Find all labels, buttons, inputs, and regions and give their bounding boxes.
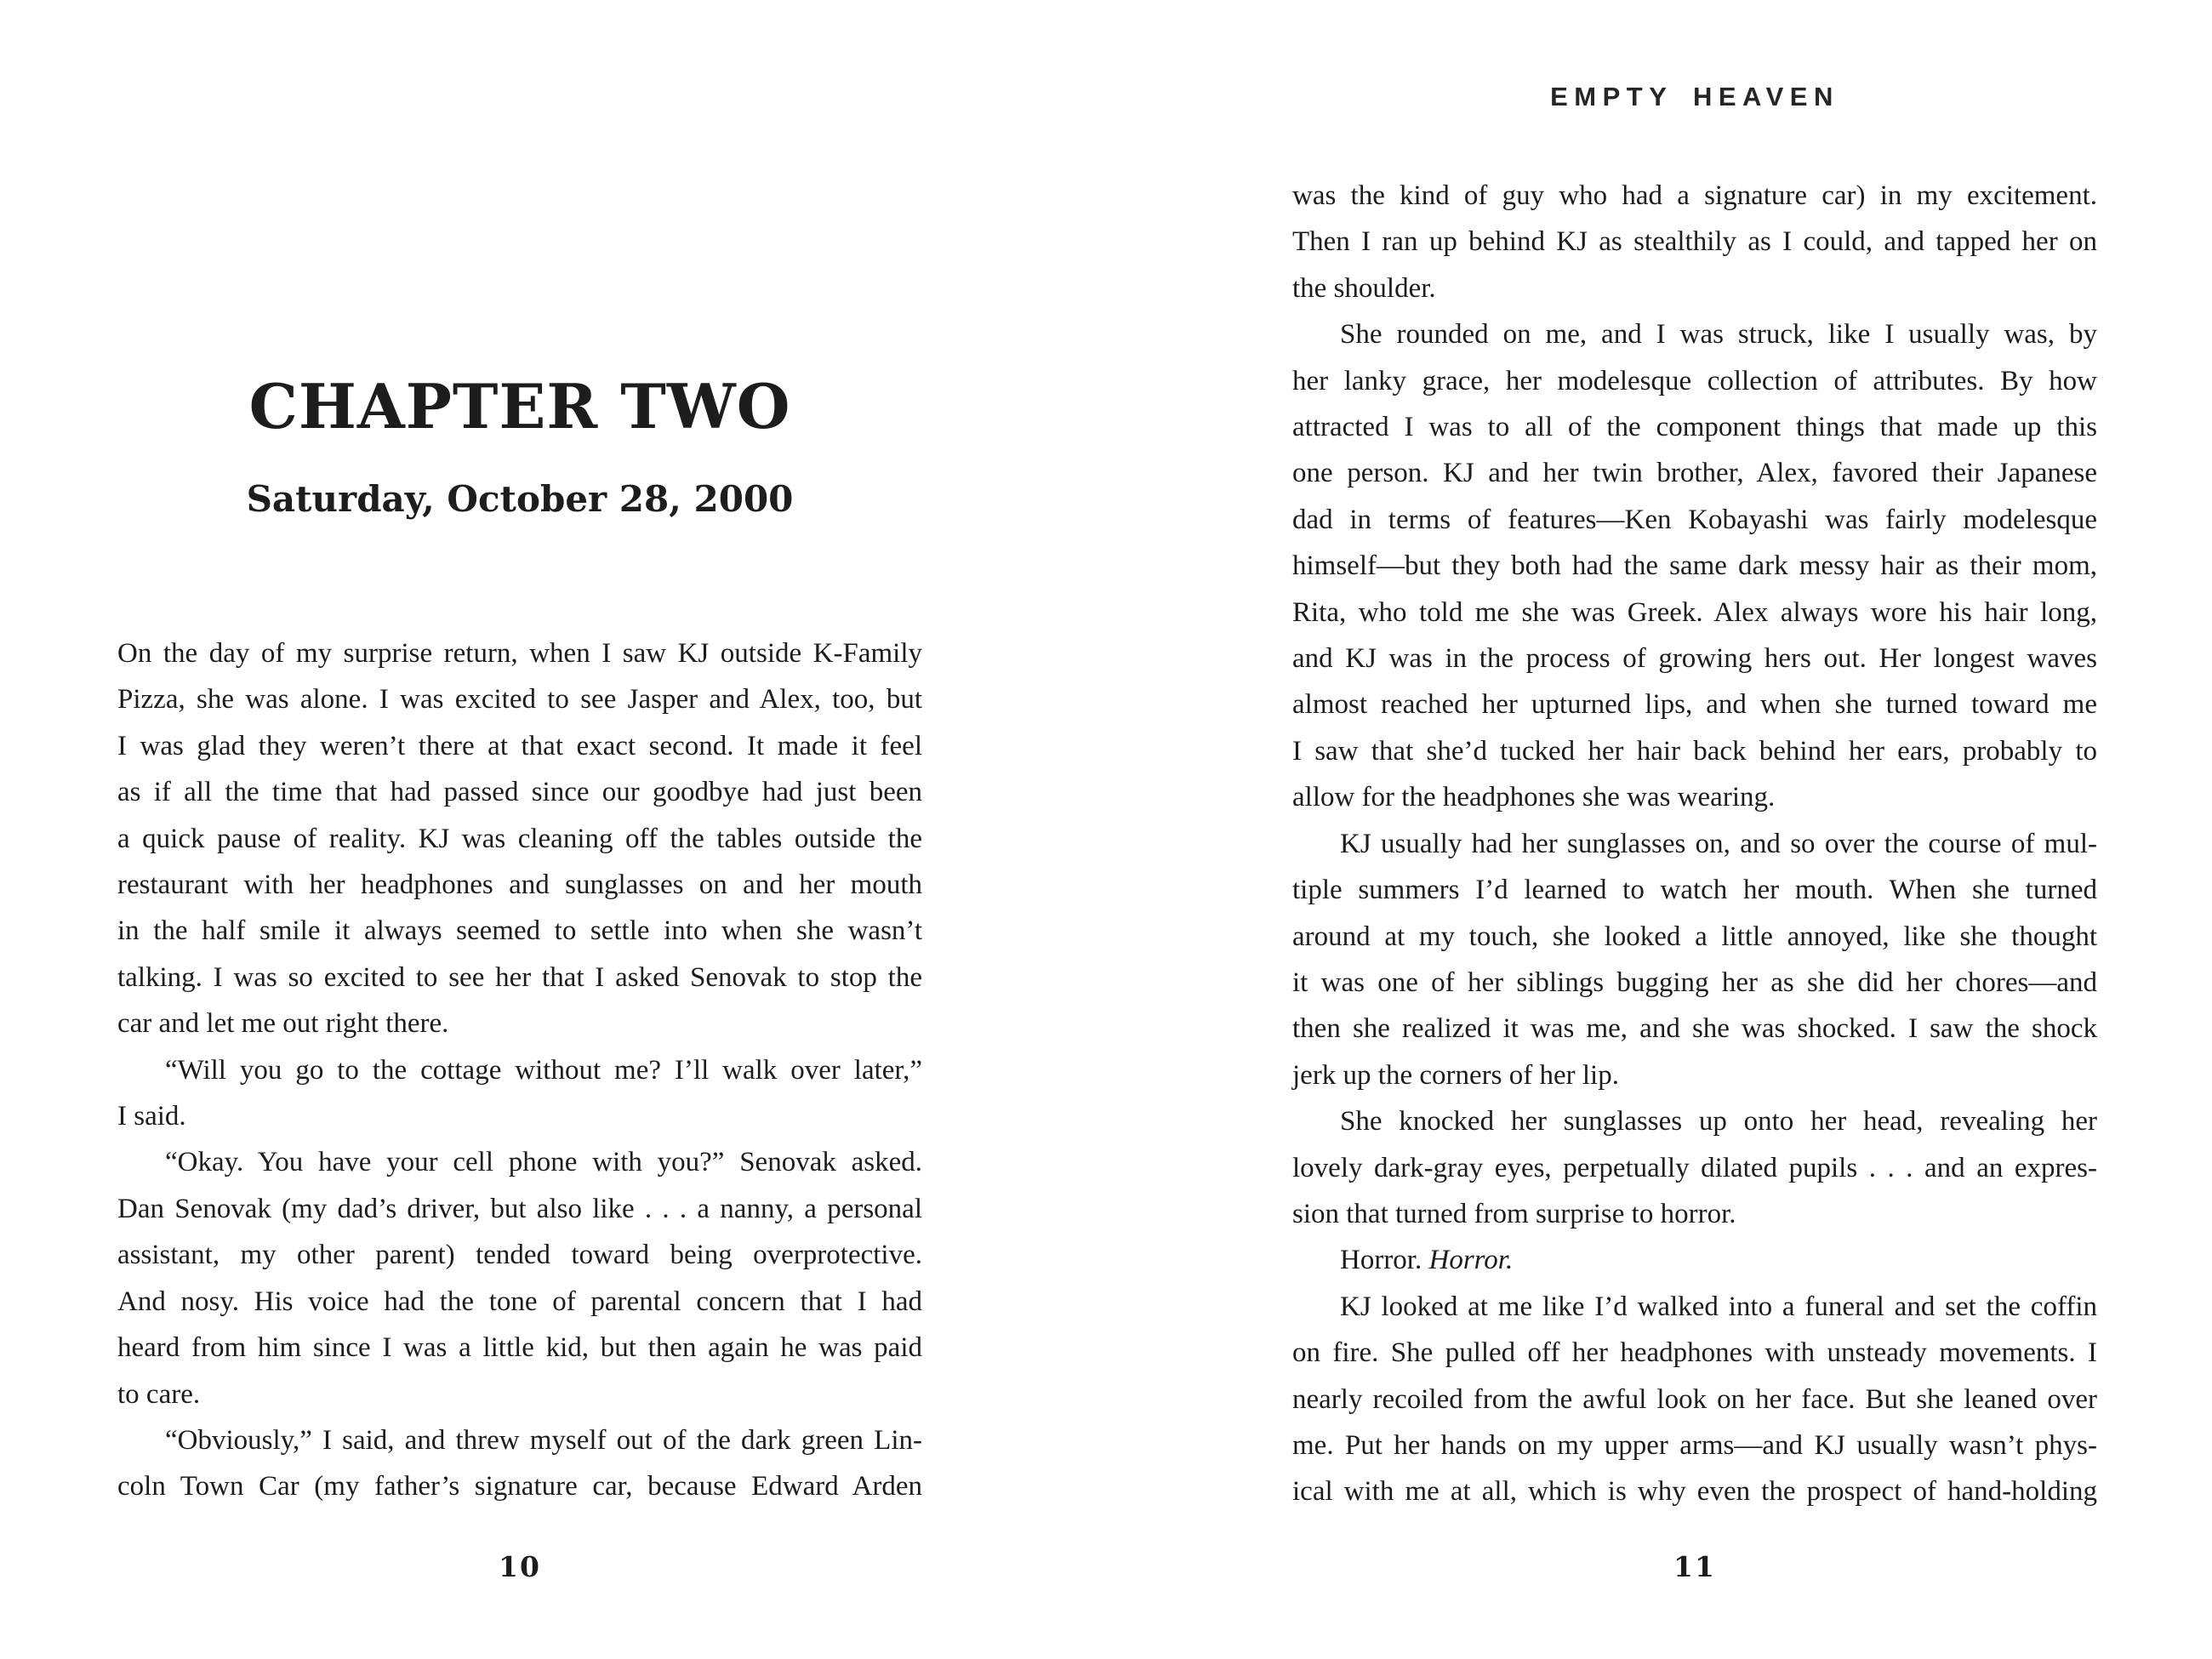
text-line	[1292, 1237, 2097, 1283]
text-line: around at my touch, she looked a little annoyed, like she thought	[1292, 921, 2097, 952]
text-line: allow for the headphones she was wearing.	[1292, 782, 1776, 813]
paragraph	[117, 1139, 922, 1417]
text-line: KJ usually had her sunglasses on, and so over the course of mul-	[1340, 828, 2097, 859]
text-line: in the half smile it always seemed to settle into when she wasn’t	[117, 915, 922, 947]
text-line: it was one of her siblings bugging her as she did her chores—and	[1292, 966, 2097, 998]
paragraph	[117, 1417, 922, 1510]
text-line: a quick pause of reality. KJ was cleaning off the tables outside the	[117, 823, 922, 854]
text-line: me. Put her hands on my upper arms—and KJ usually wasn’t phys-	[1292, 1429, 2097, 1461]
paragraph	[117, 630, 922, 1047]
text-line: tiple summers I’d learned to watch her mouth. When she turned	[1292, 875, 2097, 906]
text-line: On the day of my surprise return, when I saw KJ outside K-Family	[117, 638, 922, 669]
text-line: Rita, who told me she was Greek. Alex always wore his hair long,	[1292, 596, 2097, 628]
page-right	[1106, 0, 2212, 1659]
text-segment: Horror.	[1340, 1245, 1429, 1276]
text-line: heard from him since I was a little kid, but then again he was paid	[117, 1332, 922, 1364]
text-line: restaurant with her headphones and sunglasses on and her mouth	[117, 869, 922, 901]
chapter-title: CHAPTER TWO	[248, 370, 791, 442]
text-line: as if all the time that had passed since our goodbye had just been	[117, 777, 922, 808]
text-line: himself—but they both had the same dark messy hair as their mom,	[1292, 550, 2097, 582]
paragraph	[1292, 1098, 2097, 1237]
text-line: car and let me out right there.	[117, 1008, 449, 1040]
page-left-body-text	[117, 630, 922, 1510]
text-line: Pizza, she was alone. I was excited to see Jasper and Alex, too, but	[117, 684, 922, 715]
text-line: She knocked her sunglasses up onto her head, revealing her	[1340, 1106, 2097, 1137]
paragraph	[1292, 821, 2097, 1098]
text-line: lovely dark-gray eyes, perpetually dilated pupils . . . and an expres-	[1292, 1152, 2097, 1183]
text-line: talking. I was so excited to see her that I asked Senovak to stop the	[117, 961, 922, 993]
text-line: I was glad they weren’t there at that exact second. It made it feel	[117, 730, 922, 761]
paragraph	[1292, 1237, 2097, 1283]
text-line: to care.	[117, 1378, 201, 1410]
text-line: and KJ was in the process of growing hers out. Her longest waves	[1292, 643, 2097, 675]
text-line: attracted I was to all of the component things that made up this	[1292, 412, 2097, 443]
text-line: Then I ran up behind KJ as stealthily as I could, and tapped her on	[1292, 226, 2097, 258]
text-line: She rounded on me, and I was struck, like I usually was, by	[1340, 319, 2097, 351]
text-line: I saw that she’d tucked her hair back behind her ears, probably to	[1292, 735, 2097, 767]
text-line: nearly recoiled from the awful look on her face. But she leaned over	[1292, 1383, 2097, 1415]
page-right-body-text	[1292, 173, 2097, 1515]
text-line: coln Town Car (my father’s signature car, because Edward Arden	[117, 1471, 922, 1502]
text-line: her lanky grace, her modelesque collection of attributes. By how	[1292, 365, 2097, 396]
text-line: jerk up the corners of her lip.	[1292, 1059, 1619, 1091]
text-line: And nosy. His voice had the tone of parental concern that I had	[117, 1286, 922, 1317]
text-line: “Obviously,” I said, and threw myself out of the dark green Lin-	[165, 1424, 922, 1456]
text-line: “Will you go to the cottage without me? I’ll walk over later,”	[165, 1054, 922, 1086]
text-line: the shoulder.	[1292, 272, 1436, 304]
text-line: on fire. She pulled off her headphones with unsteady movements. I	[1292, 1337, 2097, 1369]
text-line: assistant, my other parent) tended toward being overprotective.	[117, 1240, 922, 1271]
text-line: dad in terms of features—Ken Kobayashi was fairly modelesque	[1292, 504, 2097, 535]
running-head: EMPTY HEAVEN	[1550, 82, 1839, 111]
text-line: I said.	[117, 1101, 186, 1132]
text-line: Dan Senovak (my dad’s driver, but also like . . . a nanny, a personal	[117, 1193, 922, 1224]
text-line: was the kind of guy who had a signature car) in my excitement.	[1292, 180, 2097, 211]
text-line: sion that turned from surprise to horror.	[1292, 1198, 1736, 1229]
text-line: one person. KJ and her twin brother, Alex, favored their Japanese	[1292, 458, 2097, 489]
text-line: almost reached her upturned lips, and when she turned toward me	[1292, 689, 2097, 721]
page-number-right: 11	[1673, 1550, 1716, 1583]
text-line: KJ looked at me like I’d walked into a funeral and set the coffin	[1340, 1291, 2097, 1322]
chapter-subtitle: Saturday, October 28, 2000	[246, 478, 794, 520]
page-number-left: 10	[499, 1550, 541, 1583]
paragraph	[1292, 311, 2097, 820]
paragraph	[1292, 1284, 2097, 1515]
text-line: “Okay. You have your cell phone with you?” Senovak asked.	[165, 1147, 922, 1178]
text-line: ical with me at all, which is why even the prospect of hand-holding	[1292, 1476, 2097, 1508]
paragraph	[1292, 173, 2097, 311]
italic-text: Horror.	[1428, 1245, 1514, 1276]
paragraph	[117, 1047, 922, 1140]
text-line: then she realized it was me, and she was shocked. I saw the shock	[1292, 1013, 2097, 1045]
